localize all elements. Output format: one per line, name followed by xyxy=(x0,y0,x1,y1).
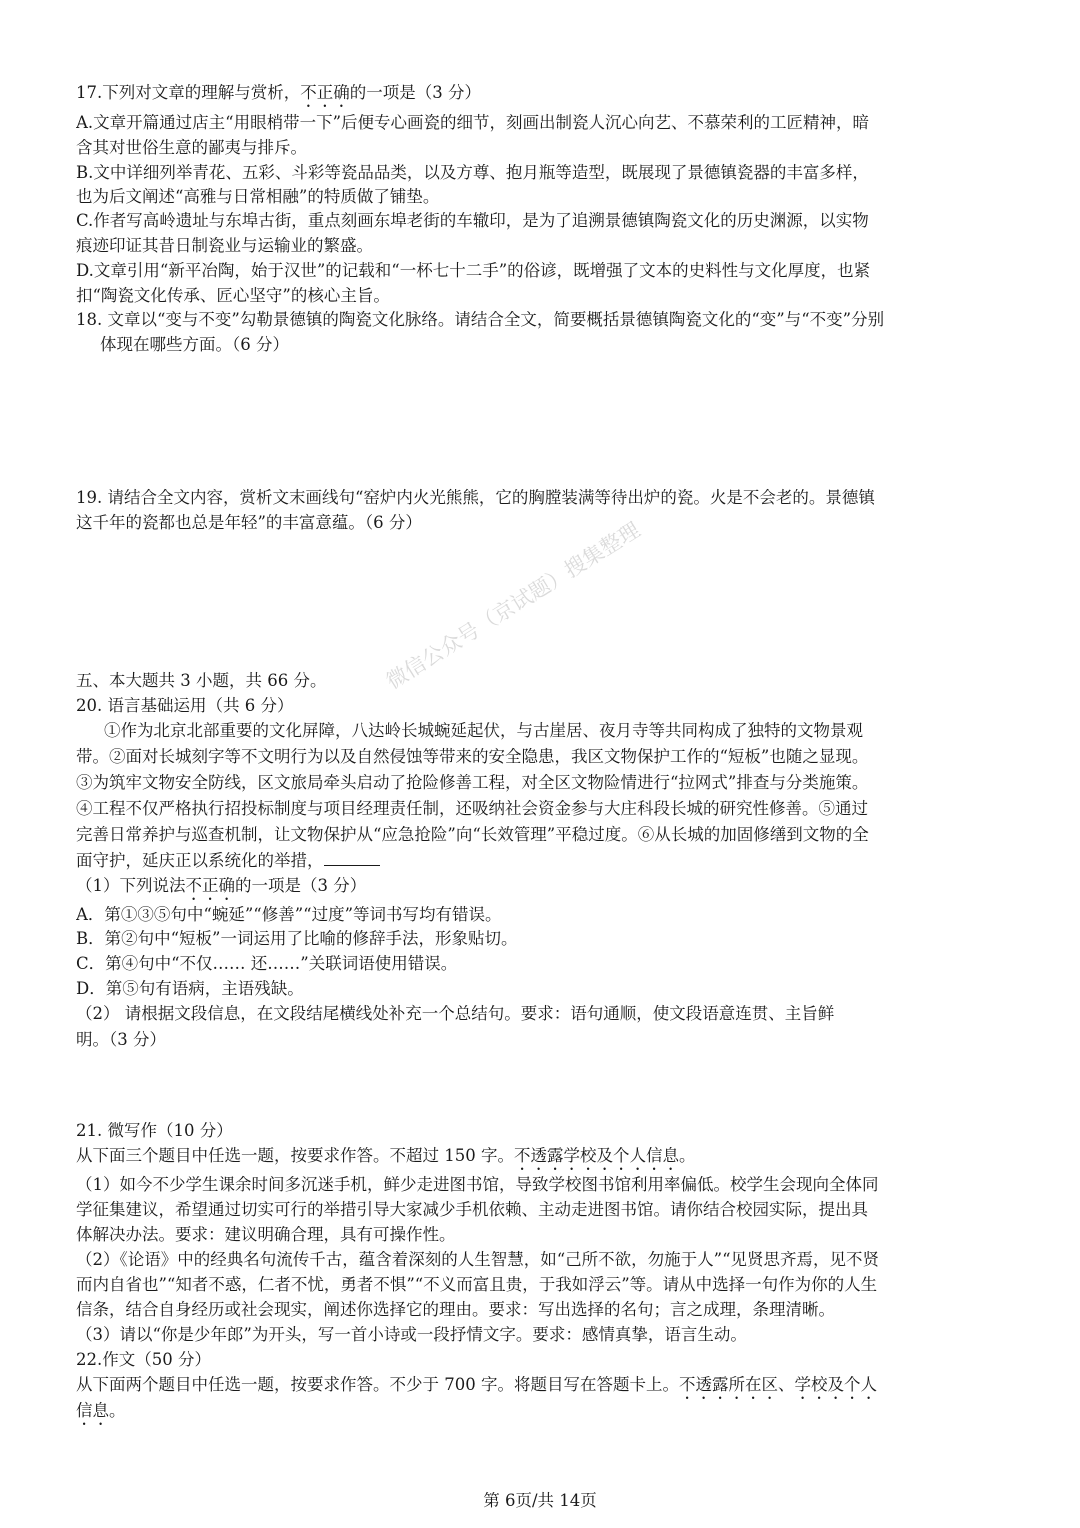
q17-option-a-line2: 含其对世俗生意的鄙夷与排斥。 xyxy=(76,138,307,157)
q21-item-line: 信条，结合自身经历或社会现实，阐述你选择它的理由。要求：写出选择的名句；言之成理，条理清晰。 xyxy=(76,1300,835,1319)
q22-title: 22.作文（50 分） xyxy=(76,1350,211,1369)
q20-sub2-line2: 明。（3 分） xyxy=(76,1030,166,1049)
page-footer: 第 6页/共 14页 xyxy=(483,1491,597,1510)
answer-blank xyxy=(324,849,380,866)
q21-title: 21. 微写作（10 分） xyxy=(76,1121,233,1140)
emphasis-text: 不正确 xyxy=(185,876,235,895)
q18-stem-line1: 18. 文章以“变与不变”勾勒景德镇的陶瓷文化脉络。请结合全文，简要概括景德镇陶瓷文化的“变”与“不变”分别 xyxy=(76,310,885,329)
q18-stem-line2: 体现在哪些方面。（6 分） xyxy=(100,335,289,354)
q20-sub1-stem: （1）下列说法不正确的一项是（3 分） xyxy=(76,876,367,895)
q20-title: 20. 语言基础运用（共 6 分） xyxy=(76,696,294,715)
q20-passage-line: 完善日常养护与巡查机制，让文物保护从“应急抢险”向“长效管理”平稳过度。⑥从长城的加固修缮到文物的全 xyxy=(76,825,869,844)
q20-sub1-option-d: D．第⑤句有语病，主语残缺。 xyxy=(76,979,304,998)
q21-item-line: 而内自省也”“知者不惑，仁者不忧，勇者不惧”“不义而富且贵，于我如浮云”等。请从中选择一句作为你的人生 xyxy=(76,1275,878,1294)
q21-item-line: 体解决办法。要求：建议明确合理，具有可操作性。 xyxy=(76,1225,456,1244)
q21-item-line: 学征集建议，希望通过切实可行的举措引导大家减少手机依赖、主动走进图书馆。请你结合校园实际，提出具 xyxy=(76,1200,868,1219)
q20-passage-line: ③为筑牢文物安全防线，区文旅局牵头启动了抢险修善工程，对全区文物险情进行“拉网式”排查与分类施策。 xyxy=(76,773,869,792)
q21-item-line: （1）如今不少学生课余时间多沉迷手机，鲜少走进图书馆，导致学校图书馆利用率偏低。校学生会现向全体同 xyxy=(76,1175,879,1194)
q17-option-b-line1: B.文中详细列举青花、五彩、斗彩等瓷品品类，以及方尊、抱月瓶等造型，既展现了景德镇瓷器的丰富多样， xyxy=(76,163,869,182)
emphasis-text: 信息 xyxy=(76,1401,109,1420)
q20-passage-line: 带。②面对长城刻字等不文明行为以及自然侵蚀等带来的安全隐患，我区文物保护工作的“短板”也随之显现。 xyxy=(76,747,869,766)
q21-intro: 从下面三个题目中任选一题，按要求作答。不超过 150 字。不透露学校及个人信息。 xyxy=(76,1146,696,1165)
q20-sub2-line1: （2） 请根据文段信息，在文段结尾横线处补充一个总结句。要求：语句通顺，使文段语意连贯、主旨鲜 xyxy=(76,1004,835,1023)
q22-intro-line2: 信息。 xyxy=(76,1401,126,1420)
q20-passage-last-line: 面守护，延庆正以系统化的举措， xyxy=(76,848,1016,874)
q21-item-line: （2）《论语》中的经典名句流传千古，蕴含着深刻的人生智慧，如“己所不欲，勿施于人”“见贤思齐焉，见不贤 xyxy=(76,1250,880,1269)
q17-stem: 17.下列对文章的理解与赏析，不正确的一项是（3 分） xyxy=(76,83,481,102)
q21-item-line: （3）请以“你是少年郎”为开头，写一首小诗或一段抒情文字。要求：感情真挚，语言生动。 xyxy=(76,1325,747,1344)
q20-passage-line: ④工程不仅严格执行招投标制度与项目经理责任制，还吸纳社会资金参与大庄科段长城的研究性修善。⑤通过 xyxy=(76,799,868,818)
q17-option-b-line2: 也为后文阐述“高雅与日常相融”的特质做了铺垫。 xyxy=(76,187,440,206)
q19-stem-line1: 19. 请结合全文内容，赏析文末画线句“窑炉内火光熊熊，它的胸膛装满等待出炉的瓷。火是不会老的。景德镇 xyxy=(76,488,875,507)
emphasis-text: 不正确 xyxy=(300,83,350,102)
q17-option-d-line1: D.文章引用“新平冶陶，始于汉世”的记载和“一杯七十二手”的俗谚，既增强了文本的史料性与文化厚度，也紧 xyxy=(76,261,871,280)
emphasis-text: 不透露所在区、学校及个人 xyxy=(678,1375,877,1394)
section-title: 五、本大题共 3 小题，共 66 分。 xyxy=(76,671,327,690)
q17-option-d-line2: 扣“陶瓷文化传承、匠心坚守”的核心主旨。 xyxy=(76,286,390,305)
q20-passage-line: ①作为北京北部重要的文化屏障，八达岭长城蜿延起伏，与古崖居、夜月寺等共同构成了独特的文物景观 xyxy=(104,721,863,740)
q20-sub1-option-c: C．第④句中“不仅…… 还……”关联词语使用错误。 xyxy=(76,954,458,973)
q19-stem-line2: 这千年的瓷都也总是年轻”的丰富意蕴。（6 分） xyxy=(76,513,422,532)
emphasis-text: 不透露学校及个人信息 xyxy=(513,1146,679,1165)
q20-sub1-option-a: A．第①③⑤句中“蜿延”“修善”“过度”等词书写均有错误。 xyxy=(76,905,502,924)
q22-intro-line1: 从下面两个题目中任选一题，按要求作答。不少于 700 字。将题目写在答题卡上。不透露所在区、学校及个人 xyxy=(76,1375,877,1394)
q17-option-c-line1: C.作者写高岭遗址与东埠古街，重点刻画东埠老街的车辙印，是为了追溯景德镇陶瓷文化的历史渊源，以实物 xyxy=(76,211,869,230)
watermark: 微信公众号（京试题）搜集整理 xyxy=(382,517,645,694)
q17-option-c-line2: 痕迹印证其昔日制瓷业与运输业的繁盛。 xyxy=(76,236,373,255)
q20-sub1-option-b: B．第②句中“短板”一词运用了比喻的修辞手法，形象贴切。 xyxy=(76,929,518,948)
q17-option-a-line1: A.文章开篇通过店主“用眼梢带一下”后便专心画瓷的细节，刻画出制瓷人沉心向艺、不慕荣利的工匠精神，暗 xyxy=(76,113,870,132)
